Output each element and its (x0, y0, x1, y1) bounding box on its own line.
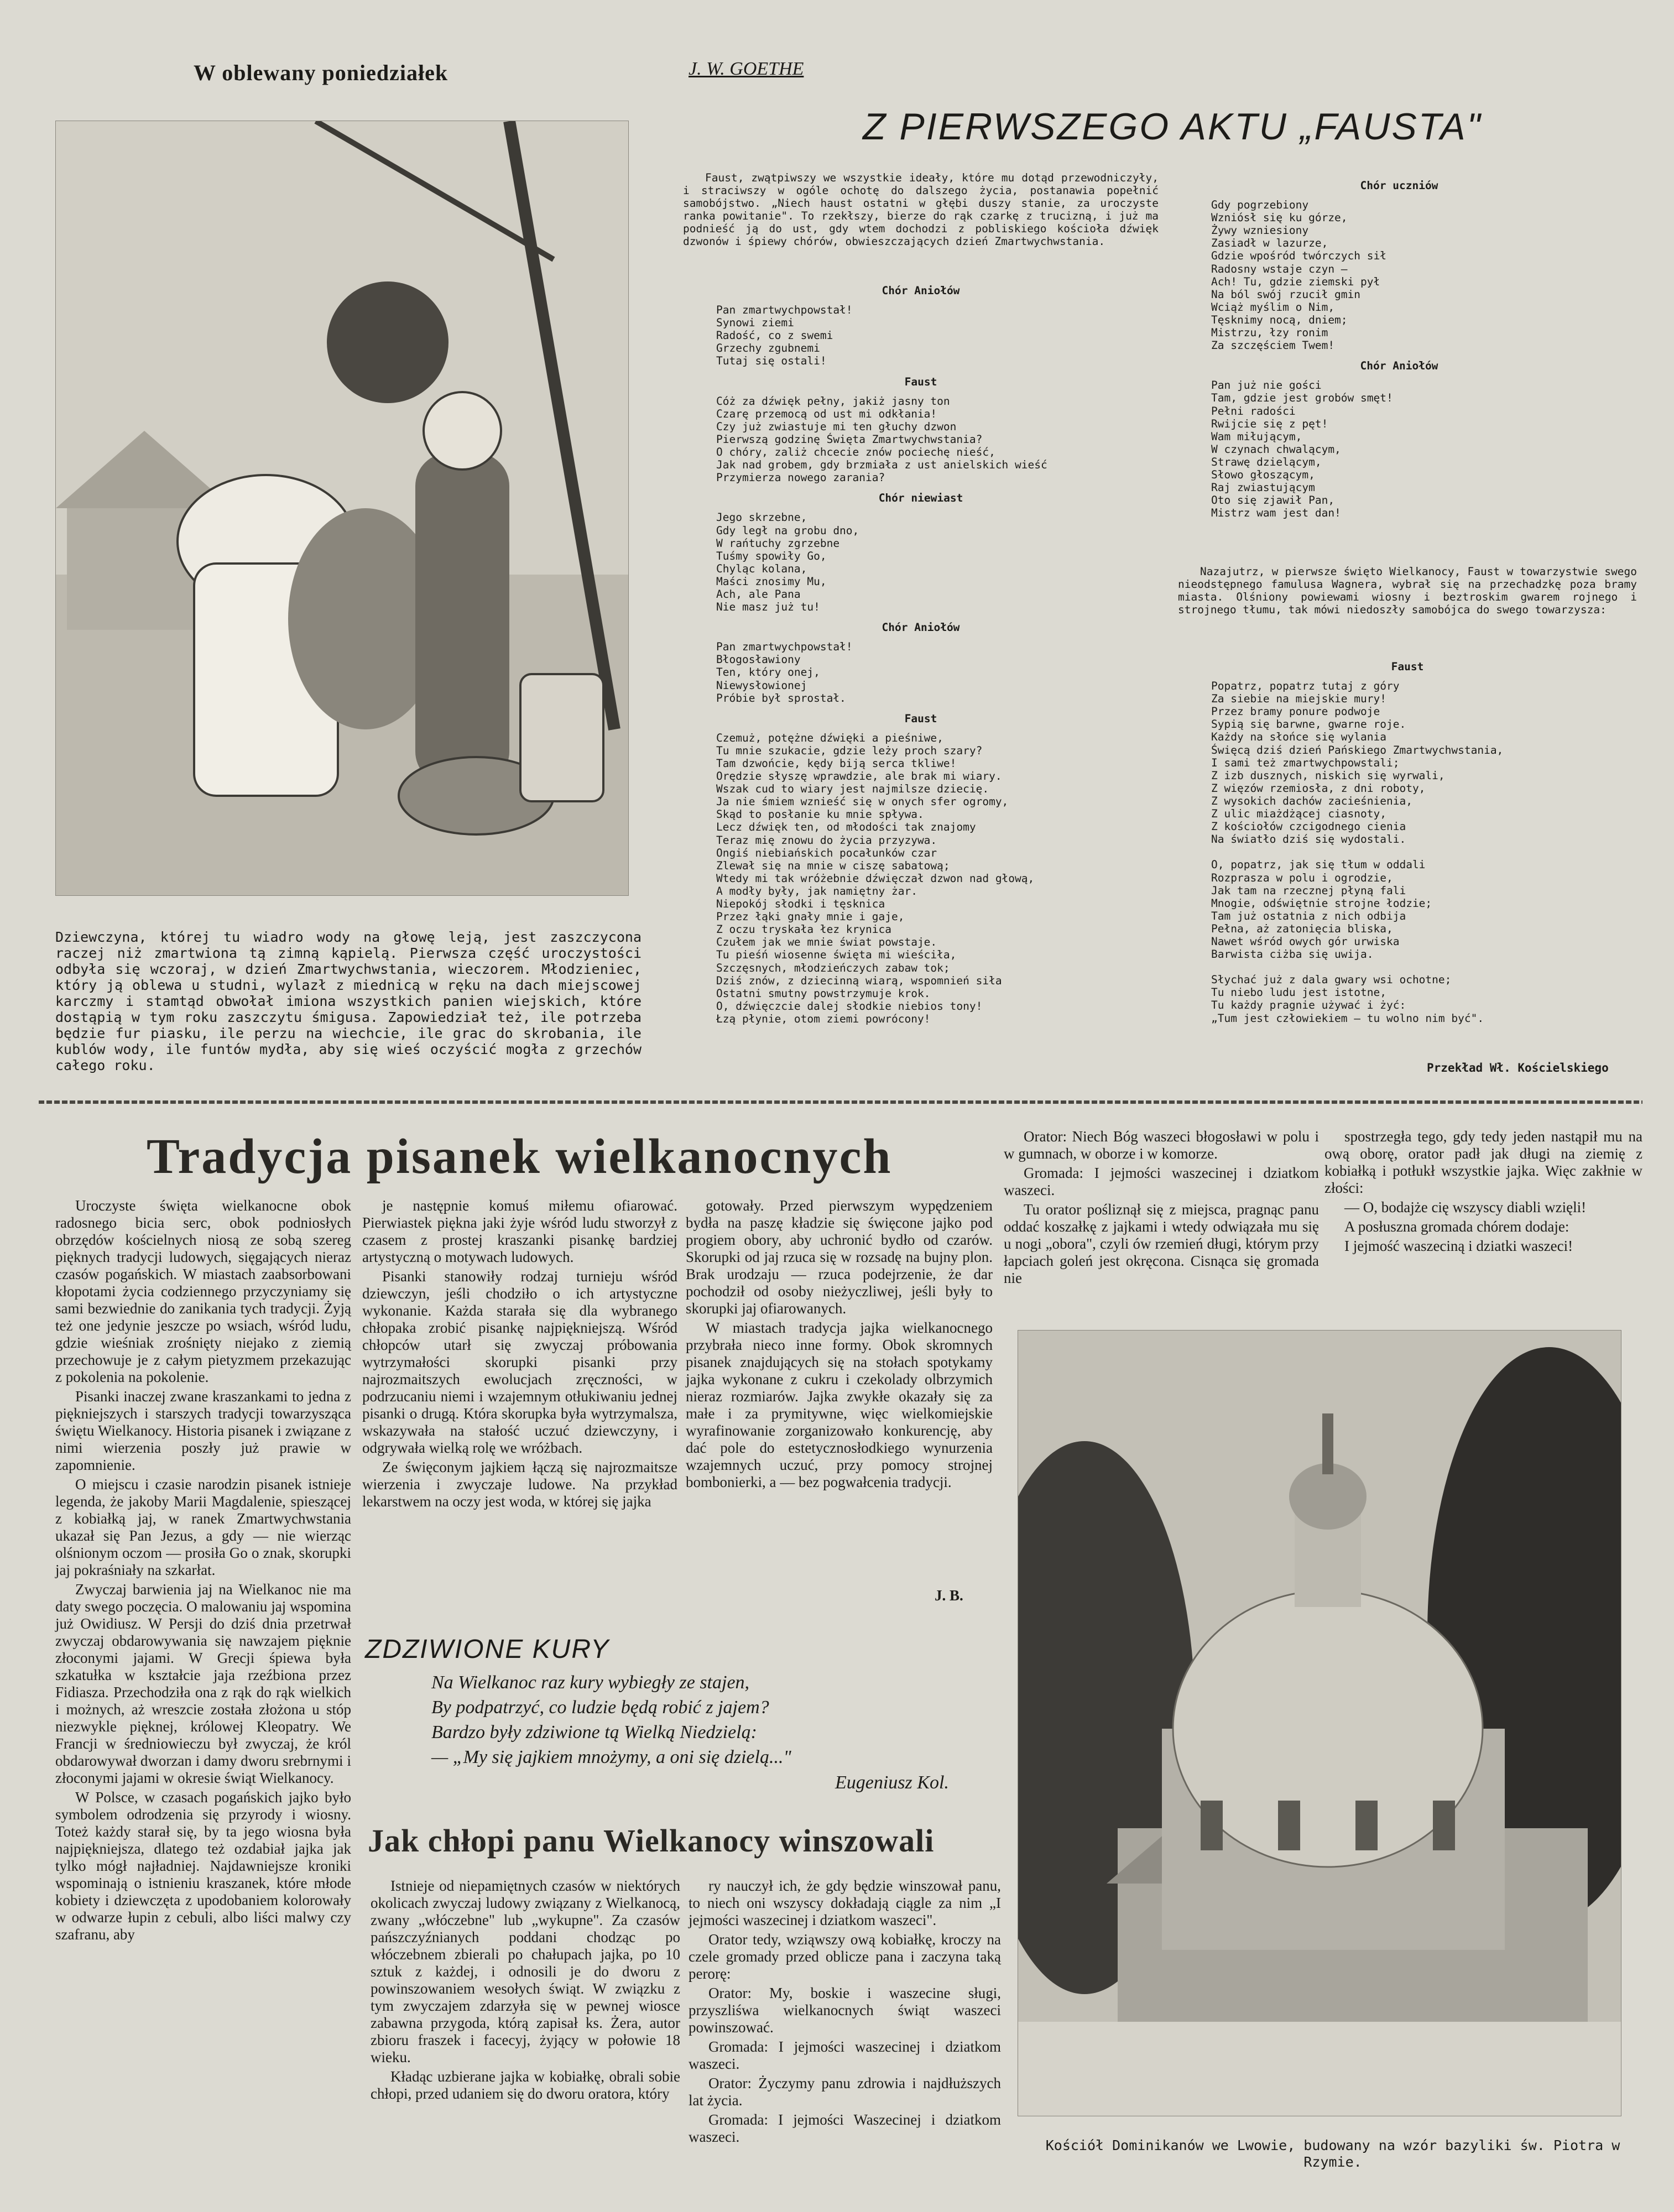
faust-col2b-speaker: Faust (1391, 660, 1424, 673)
verse-line: Ongiś niebiańskich pocałunków czar (716, 846, 937, 859)
peasants-col-1 (371, 1877, 680, 2105)
verse-line: Jego skrzebne, (716, 511, 807, 524)
verse-line: Z więzów rzemiosła, z dni roboty, (1211, 781, 1426, 795)
peasants-col-3 (1004, 1128, 1319, 1289)
verse-line: Tęsknimy nocą, dniem; (1211, 313, 1348, 326)
hens-poem (431, 1670, 791, 1770)
faust-col1-speaker: Chór niewiast (878, 492, 963, 505)
verse-line: Czy już zwiastuje mi ten głuchy dzwon (716, 420, 957, 433)
faust-mid-prose: Nazajutrz, w pierwsze święto Wielkanocy, Faust w towarzystwie swego nieodstępnego famulusa Wagnera, wybrał się na przechadzkę poza bramy miasta. Olśniony powiewami wiosny i beztroskim gwarem rojnego i strojnego tłumu, tak mówi niedoszły samobójca do swego towarzysza: (1178, 565, 1637, 617)
paragraph: Uroczyste święta wielkanocne obok radosnego bicia serc, obok podniosłych obrzędów kościelnych niosą ze sobą szereg pięknych tradycji ludowych, sięgających nieraz czasów pogańskich. W miastach zaabsorbowani kłopotami życia codziennego przyczyniamy się sami bezwiednie do zanikania tych tradycji. Żyją też one jedynie jeszcze po wsiach, wśród ludu, gdzie wieśniak zrośnięty niejako z ziemią przechowuje je z całym pietyzmem przekazując z pokolenia na pokolenie. (55, 1197, 351, 1385)
faust-col1-verse (683, 511, 1159, 613)
faust-col2b-verse (1178, 680, 1637, 1025)
verse-line: Dziś znów, z dziecinną wiarą, wspomnień siła (716, 974, 1002, 987)
faust-translator: Przekład Wł. Kościelskiego (1427, 1061, 1609, 1074)
verse-line: Oto się zjawił Pan, (1211, 494, 1335, 507)
verse-line: Gdy legł na grobu dno, (716, 524, 859, 537)
faust-col1-verse (683, 640, 1159, 704)
verse-line: Barwista ciżba się uwija. (1211, 948, 1374, 961)
faust-col1-speaker: Chór Aniołów (882, 284, 960, 297)
faust-col2-verse (1178, 379, 1620, 519)
easter-monday-heading: W oblewany poniedziałek (194, 60, 449, 85)
verse-line: Wszak cud to wiary jest najmilsze dziecię. (716, 782, 989, 796)
verse-line: A modły były, jak namiętny żar. (716, 884, 917, 898)
verse-line: Ostatni smutny powstrzymuje krok. (716, 987, 931, 1000)
verse-line: Synowi ziemi (716, 316, 794, 330)
verse-line: Tam, gdzie jest grobów smęt! (1211, 392, 1393, 405)
splashing-illustration (55, 121, 629, 896)
verse-line: Na ból swój rzucił gmin (1211, 288, 1361, 301)
faust-col1-verse (683, 304, 1159, 367)
easter-eggs-title: Tradycja pisanek wielkanocnych (147, 1129, 893, 1184)
verse-line: Grzechy zgubnemi (716, 342, 820, 355)
verse-line: Szczęsnych, młodzieńczych zabaw tok; (716, 961, 950, 974)
verse-line: O, popatrz, jak się tłum w oddali (1211, 858, 1426, 872)
verse-line: Orędzie słyszę wprawdzie, ale brak mi wiary. (716, 770, 1002, 783)
church-drawing (1018, 1331, 1621, 2116)
verse-line: Tam dzwońcie, kędy biją serca tkliwe! (716, 757, 957, 770)
verse-line: Ten, który onej, (716, 666, 820, 679)
verse-line: Wtedy mi tak wróżebnie dźwięczał dzwon nad głową, (716, 872, 1035, 885)
verse-line: W rańtuchy zgrzebne (716, 536, 840, 550)
verse-line: Czułem jak we mnie świat powstaje. (716, 936, 937, 949)
verse-line: Zlewał się na mnie w ciszę sabatową; (716, 859, 950, 872)
verse-line: Czarę przemocą od ust mi odkłania! (716, 407, 937, 420)
verse-line: Czemuż, potężne dźwięki a pieśniwe, (716, 731, 943, 744)
verse-line: Niewysłowionej (716, 679, 807, 692)
hens-title: ZDZIWIONE KURY (365, 1635, 610, 1664)
paragraph: A posłuszna gromada chórem dodaje: (1344, 1218, 1569, 1235)
faust-col2-verse (1178, 199, 1620, 352)
paragraph: Kładąc uzbierane jajka w kobiałkę, obrali sobie chłopi, przed udaniem się do dworu oratora, który (371, 2068, 680, 2102)
verse-line: Pan już nie gości (1211, 379, 1322, 392)
verse-line: Pan zmartwychpowstał! (716, 304, 853, 317)
faust-column-2 (1178, 171, 1620, 519)
easter-eggs-col-2 (362, 1197, 677, 1512)
verse-line: Mistrz wam jest dan! (1211, 507, 1341, 520)
illustration-caption: Dziewczyna, której tu wiadro wody na głowę leją, jest zaszczycona raczej niż zmartwiona tą zimną kąpielą. Pierwsza część uroczystości odbyła się wczoraj, w dzień Zmartwychwstania, wieczorem. Młodzieniec, który ją oblewa u studni, wylazł z miednicą w ręku na dach miejscowej karczmy i stamtąd obwołał imiona wszystkich panien wiejskich, które dostąpią w tym roku zaszczytu śmigusa. Zapowiedział też, ile potrzeba będzie fur piasku, ile perzu na wiechcie, ile grac do skrobania, ile kublów wody, ile funtów mydła, aby się wieś oczyścić mogła z grzechów całego roku. (55, 929, 642, 1073)
verse-line: Strawę dzielącym, (1211, 455, 1322, 468)
verse-line: I sami też zmartwychpowstali; (1211, 756, 1400, 769)
paragraph: Gromada: I jejmości waszecinej i dziatkom waszeci. (689, 2038, 1001, 2072)
verse-line: Niepokój słodki i tęsknica (716, 898, 885, 911)
splashing-scene-drawing (56, 121, 628, 895)
verse-line: O chóry, zaliż chcecie znów pociechę nieść, (716, 446, 995, 459)
verse-line: Maści znosimy Mu, (716, 575, 827, 588)
peasants-col-2 (689, 1877, 1001, 2148)
faust-col1-speaker: Faust (904, 712, 937, 725)
verse-line: Żywy wzniesiony (1211, 224, 1309, 237)
paragraph: W Polsce, w czasach pogańskich jajko było symbolem odrodzenia się przyrody i wiosny. Toteż każdy starał się, by ta jego wiosna była najpiękniejsza, dlatego też ozdabiał jajka jak tylko mógł najładniej. Najdawniejsze kroniki wspominają o istnieniu kraszanek, które młode kobiety i dziewczęta z upodobaniem kolorowały w odwarze łupin z cebuli, albo liści malwy czy szafranu, aby (55, 1789, 351, 1943)
verse-line: Wam miłującym, (1211, 430, 1302, 443)
paragraph: ry nauczył ich, że gdy będzie winszował panu, to niech oni wszyscy dokładają ciągle za nim „I jejmości waszecinej i dziatkom waszeci". (689, 1877, 1001, 1928)
paragraph: Gromada: I jejmości Waszecinej i dziatkom waszeci. (689, 2111, 1001, 2145)
verse-line: Raj zwiastującym (1211, 481, 1315, 494)
verse-line: Zasiadł w lazurze, (1211, 237, 1328, 250)
hens-author: Eugeniusz Kol. (835, 1772, 949, 1793)
verse-line: Ach! Tu, gdzie ziemski pył (1211, 275, 1380, 288)
verse-line: Chyląc kolana, (716, 562, 807, 575)
verse-line: Ach, ale Pana (716, 587, 801, 601)
verse-line: Tam już ostatnia z nich odbija (1211, 909, 1406, 922)
section-divider (39, 1100, 1642, 1104)
verse-line: Za szczęściem Twem! (1211, 339, 1335, 352)
verse-line: Nie masz już tu! (716, 601, 820, 614)
verse-line: Tu niebo ludu jest istotne, (1211, 986, 1386, 999)
verse-line (1211, 961, 1637, 973)
verse-line: Błogosławiony (716, 653, 801, 666)
verse-line: Tutaj się ostali! (716, 354, 827, 368)
paragraph: je następnie komuś miłemu ofiarować. Pierwiastek piękna jaki żyje wśród ludu stworzył z czasem z prostej kraszanki pisankę bardziej artystyczną o motywach ludowych. (362, 1197, 677, 1265)
verse-line: Słowo głoszącym, (1211, 468, 1315, 481)
faust-column-2b (1178, 653, 1637, 1025)
verse-line: Z ulic miażdżącej ciasnoty, (1211, 807, 1386, 821)
paragraph: spostrzegła tego, gdy tedy jeden nastąpił mu na ową oborę, orator padł jak długi na ziemię z kobiałką i potłukł wszystkie jajka. Więc zakłnie w złości: (1324, 1128, 1642, 1196)
paragraph: Orator tedy, wziąwszy ową kobiałkę, kroczy na czele gromady przed oblicze pana i zaczyna taką perorę: (689, 1931, 1001, 1982)
faust-author: J. W. GOETHE (689, 59, 804, 79)
verse-line: Łzą płynie, otom ziemi powrócony! (716, 1012, 931, 1025)
paragraph: gotowały. Przed pierwszym wypędzeniem bydła na paszę kładzie się święcone jajko pod progiem obory, aby uchronić bydło od czarów. Skorupki od jaj rzuca się w rozsadę na bujny plon. Brak urodzaju — rzuca podejrzenie, że dar pochodził od osoby nieżyczliwej, jeśli były to skorupki jaj ofiarowanych. (686, 1197, 993, 1317)
verse-line: Tu pieśń wiosenne święta mi wieściła, (716, 948, 957, 962)
verse-line: Radość, co z swemi (716, 329, 833, 342)
verse-line: „Tum jest człowiekiem — tu wolno nim być". (1211, 1011, 1484, 1025)
verse-line: Pan zmartwychpowstał! (716, 640, 853, 654)
easter-eggs-signature: J. B. (935, 1587, 963, 1604)
verse-line: Każdy na słońce się wylania (1211, 731, 1386, 744)
verse-line: Wzniósł się ku górze, (1211, 211, 1348, 225)
paragraph: I jejmość waszeciną i dziatki waszeci! (1344, 1238, 1573, 1254)
faust-column-1 (683, 276, 1159, 1025)
faust-col1-verse (683, 732, 1159, 1025)
paragraph: Zwyczaj barwienia jaj na Wielkanoc nie ma daty swego poczęcia. O malowaniu jaj wspomina już Owidiusz. W Persji do dziś dnia przetrwał zwyczaj obdarowywania się nawzajem pięknie złoconymi jajami. W Grecji śpiewa była szkatułka w kształcie jaja rzeźbiona przez Fidiasza. Przechodziła ona z rąk do rąk wielkich i możnych, aż wreszcie została złożona u stóp niezwykle pięknej, królowej Kleopatry. We Francji w średniowieczu był zwyczaj, że król obdarowywał dworzan i damy dworu srebrnymi i złoconymi jajami w okresie świąt Wielkanocy. (55, 1581, 351, 1786)
verse-line: Próbie był sprostał. (716, 691, 846, 705)
verse-line: Gdzie wpośród twórczych sił (1211, 249, 1386, 263)
verse-line: Ja nie śmiem wznieść się w onych sfer ogromy, (716, 795, 1009, 808)
paragraph: O miejscu i czasie narodzin pisanek istnieje legenda, że jakoby Marii Magdalenie, spieszącej z kobiałką jaj, w ranek Zmartwychwstania ukazał się Pan Jezus, a gdy — nie wierząc olśnionym oczom — prosiła Go o znak, skorupki jaj pokraśniały na szkarłat. (55, 1476, 351, 1578)
verse-line: Nawet wśród owych gór urwiska (1211, 935, 1400, 948)
verse-line: Sypią się barwne, gwarne roje. (1211, 718, 1406, 731)
verse-line: Radosny wstaje czyn — (1211, 262, 1348, 275)
verse-line: Jak tam na rzecznej płyną fali (1211, 884, 1406, 897)
faust-intro: Faust, zwątpiwszy we wszystkie ideały, które mu dotąd przewodniczyły, i straciwszy w ogóle ochotę do dalszego życia, postanawia popełnić samobójstwo. „Niech haust ostatni w głębi duszy stanie, za uroczyste ranka powitanie". To rzekłszy, bierze do rąk czarkę z trucizną, i już ma podnieść ją do ust, gdy wtem dochodzi z pobliskiego kościoła dźwięk dzwonów i śpiewy chórów, obwieszczających dzień Zmartwychwstania. (683, 171, 1159, 248)
verse-line: Lecz dźwięk ten, od młodości tak znajomy (716, 821, 976, 834)
verse-line: Mnogie, odświętnie strojne łodzie; (1211, 896, 1432, 910)
verse-line: Cóż za dźwięk pełny, jakiż jasny ton (716, 394, 950, 408)
poem-line: By podpatrzyć, co ludzie będą robić z jajem? (431, 1697, 769, 1718)
verse-line: Z wysokich dachów zacieśnienia, (1211, 794, 1412, 807)
verse-line: Tu mnie szukacie, gdzie leży proch szary? (716, 744, 983, 757)
verse-line: Popatrz, popatrz tutaj z góry (1211, 680, 1400, 693)
verse-line: Z izb dusznych, niskich się wyrwali, (1211, 769, 1445, 782)
verse-line: Mistrzu, łzy ronim (1211, 326, 1328, 340)
verse-line: Przymierza nowego zarania? (716, 471, 885, 484)
paragraph: Istnieje od niepamiętnych czasów w niektórych okolicach zwyczaj ludowy związany z Wielkanocą, zwany „włóczebne" lub „wykupne". Za czasów pańszczyźnianych poddani chodząc po włóczebnem zbierali po chałupach jajka, po 10 sztuk z każdej, i odnosili je do dworu z powinszowaniem wesołych świąt. W związku z tym zwyczajem zdarzyła się w pewnej wiosce zabawna przygoda, którą zapisał ks. Żera, autor zbioru fraszek i facecyj, żyjący w połowie 18 wieku. (371, 1877, 680, 2065)
paragraph: W miastach tradycja jajka wielkanocnego przybrała nieco inne formy. Obok skromnych pisanek znajdujących się na stołach spotykamy jajka wykonane z cukru i czekolady olbrzymich nieraz rozmiarów. Jajka zwykłe okazały się za małe i za prymitywne, więc wielkomiejskie wyrafinowanie zorganizowało konkurencję, aby dać pole do estetycznosłodkiego wynurzenia wzajemnych uczuć, przy pomocy strojnej bombonierki, a — bez pogwałcenia tradycji. (686, 1319, 993, 1490)
faust-col1-speaker: Chór Aniołów (882, 621, 960, 634)
verse-line: Tu każdy pragnie używać i żyć: (1211, 999, 1406, 1012)
paragraph: Orator: Niech Bóg waszeci błogosławi w polu i w gumnach, w oborze i w komorze. (1004, 1128, 1319, 1162)
faust-col2-speaker: Chór uczniów (1360, 179, 1438, 192)
verse-line: Za siebie na miejskie mury! (1211, 692, 1386, 706)
verse-line: Pełna, aż zatonięcia bliska, (1211, 922, 1393, 935)
verse-line: O, dźwięczcie dalej słodkie niebios tony! (716, 999, 983, 1013)
verse-line: Święcą dziś dzień Pańskiego Zmartwychwstania, (1211, 743, 1504, 757)
paragraph: Pisanki inaczej zwane kraszankami to jedna z piękniejszych i starszych tradycji towarzysząca świętu Wielkanocy. Historia pisanek i związane z nimi wierzenia poszły już prawie w zapomnienie. (55, 1388, 351, 1473)
faust-col2-speaker: Chór Aniołów (1360, 359, 1438, 373)
poem-line: Na Wielkanoc raz kury wybiegły ze stajen, (431, 1672, 750, 1693)
verse-line: Przez bramy ponure podwoje (1211, 705, 1380, 718)
verse-line: Rwijcie się z pęt! (1211, 417, 1328, 430)
verse-line: Tuśmy spowiły Go, (716, 549, 827, 562)
easter-eggs-col-3 (686, 1197, 993, 1493)
poem-line: — „My się jajkiem mnożymy, a oni się dzielą..." (431, 1747, 791, 1767)
paragraph: Orator: My, boskie i waszecine sługi, przyszliśwa wielkanocnych świąt waszeci powinszować. (689, 1985, 1001, 2036)
verse-line: Z oczu tryskała łez krynica (716, 923, 891, 936)
verse-line: Skąd to posłanie ku mnie spływa. (716, 808, 924, 821)
verse-line (1211, 846, 1637, 858)
paragraph: Pisanki stanowiły rodzaj turnieju wśród dziewczyn, jeśli chodziło o ich artystyczne wykonanie. Każda starała się dla wybranego chłopaka zrobić pisankę najpiękniejszą. Wśród chłopców utarł się zwyczaj próbowania wytrzymałości skorupki pisanki przy najrozmaitszych ewolucjach zręczności, w podrzucaniu niemi i wzajemnym otłukiwaniu jednej pisanki o drugą. Która skorupka była wytrzymalsza, wskazywała na stałość uczuć dziewczyny, i odgrywała wielką rolę we wróżbach. (362, 1268, 677, 1456)
easter-eggs-col-1 (55, 1197, 351, 1945)
verse-line: Teraz mię znowu do życia przyzywa. (716, 833, 937, 847)
peasants-title: Jak chłopi panu Wielkanocy winszowali (368, 1823, 935, 1859)
verse-line: W czynach chwalącym, (1211, 442, 1341, 456)
verse-line: Przez łąki gnały mnie i gaje, (716, 910, 905, 924)
faust-title: Z PIERWSZEGO AKTU „FAUSTA" (863, 106, 1482, 148)
verse-line: Wciąż myślim o Nim, (1211, 300, 1335, 314)
verse-line: Na światło dziś się wydostali. (1211, 833, 1406, 846)
paragraph: Tu orator pośliznął się z miejsca, pragnąc panu oddać koszałkę z jajkami i wtedy odwiązała mu się u nogi „obora", czyli ów rzemień długi, którym przy łapciach goleń jest okręcona. Cisnąca się gromada nie (1004, 1201, 1319, 1286)
verse-line: Gdy pogrzebiony (1211, 199, 1309, 212)
paragraph: Gromada: I jejmości waszecinej i dziatkom waszeci. (1004, 1165, 1319, 1198)
faust-col1-verse (683, 395, 1159, 484)
verse-line: Pełni radości (1211, 404, 1296, 418)
peasants-col-4 (1324, 1128, 1642, 1257)
paragraph: Ze święconym jajkiem łączą się najrozmaitsze wierzenia i zwyczaje ludowe. Na przykład lekarstwem na oczy jest woda, w której się jajka (362, 1459, 677, 1510)
verse-line: Z kościołów czcigodnego cienia (1211, 820, 1406, 833)
faust-col1-speaker: Faust (904, 375, 937, 388)
verse-line: Jak nad grobem, gdy brzmiała z ust anielskich wieść (716, 458, 1047, 472)
paragraph: — O, bodajże cię wszyscy diabli wzięli! (1344, 1199, 1587, 1215)
verse-line: Pierwszą godzinę Święta Zmartwychwstania? (716, 432, 983, 446)
verse-line: Rozprasza w polu i ogrodzie, (1211, 871, 1393, 884)
verse-line: Słychać już z dala gwary wsi ochotne; (1211, 973, 1452, 987)
paragraph: Orator: Życzymy panu zdrowia i najdłuższych lat życia. (689, 2075, 1001, 2109)
church-caption: Kościół Dominikanów we Lwowie, budowany na wzór bazyliki św. Piotra w Rzymie. (1045, 2137, 1620, 2170)
poem-line: Bardzo były zdziwione tą Wielką Niedzielą: (431, 1722, 757, 1743)
church-photo (1018, 1330, 1621, 2116)
